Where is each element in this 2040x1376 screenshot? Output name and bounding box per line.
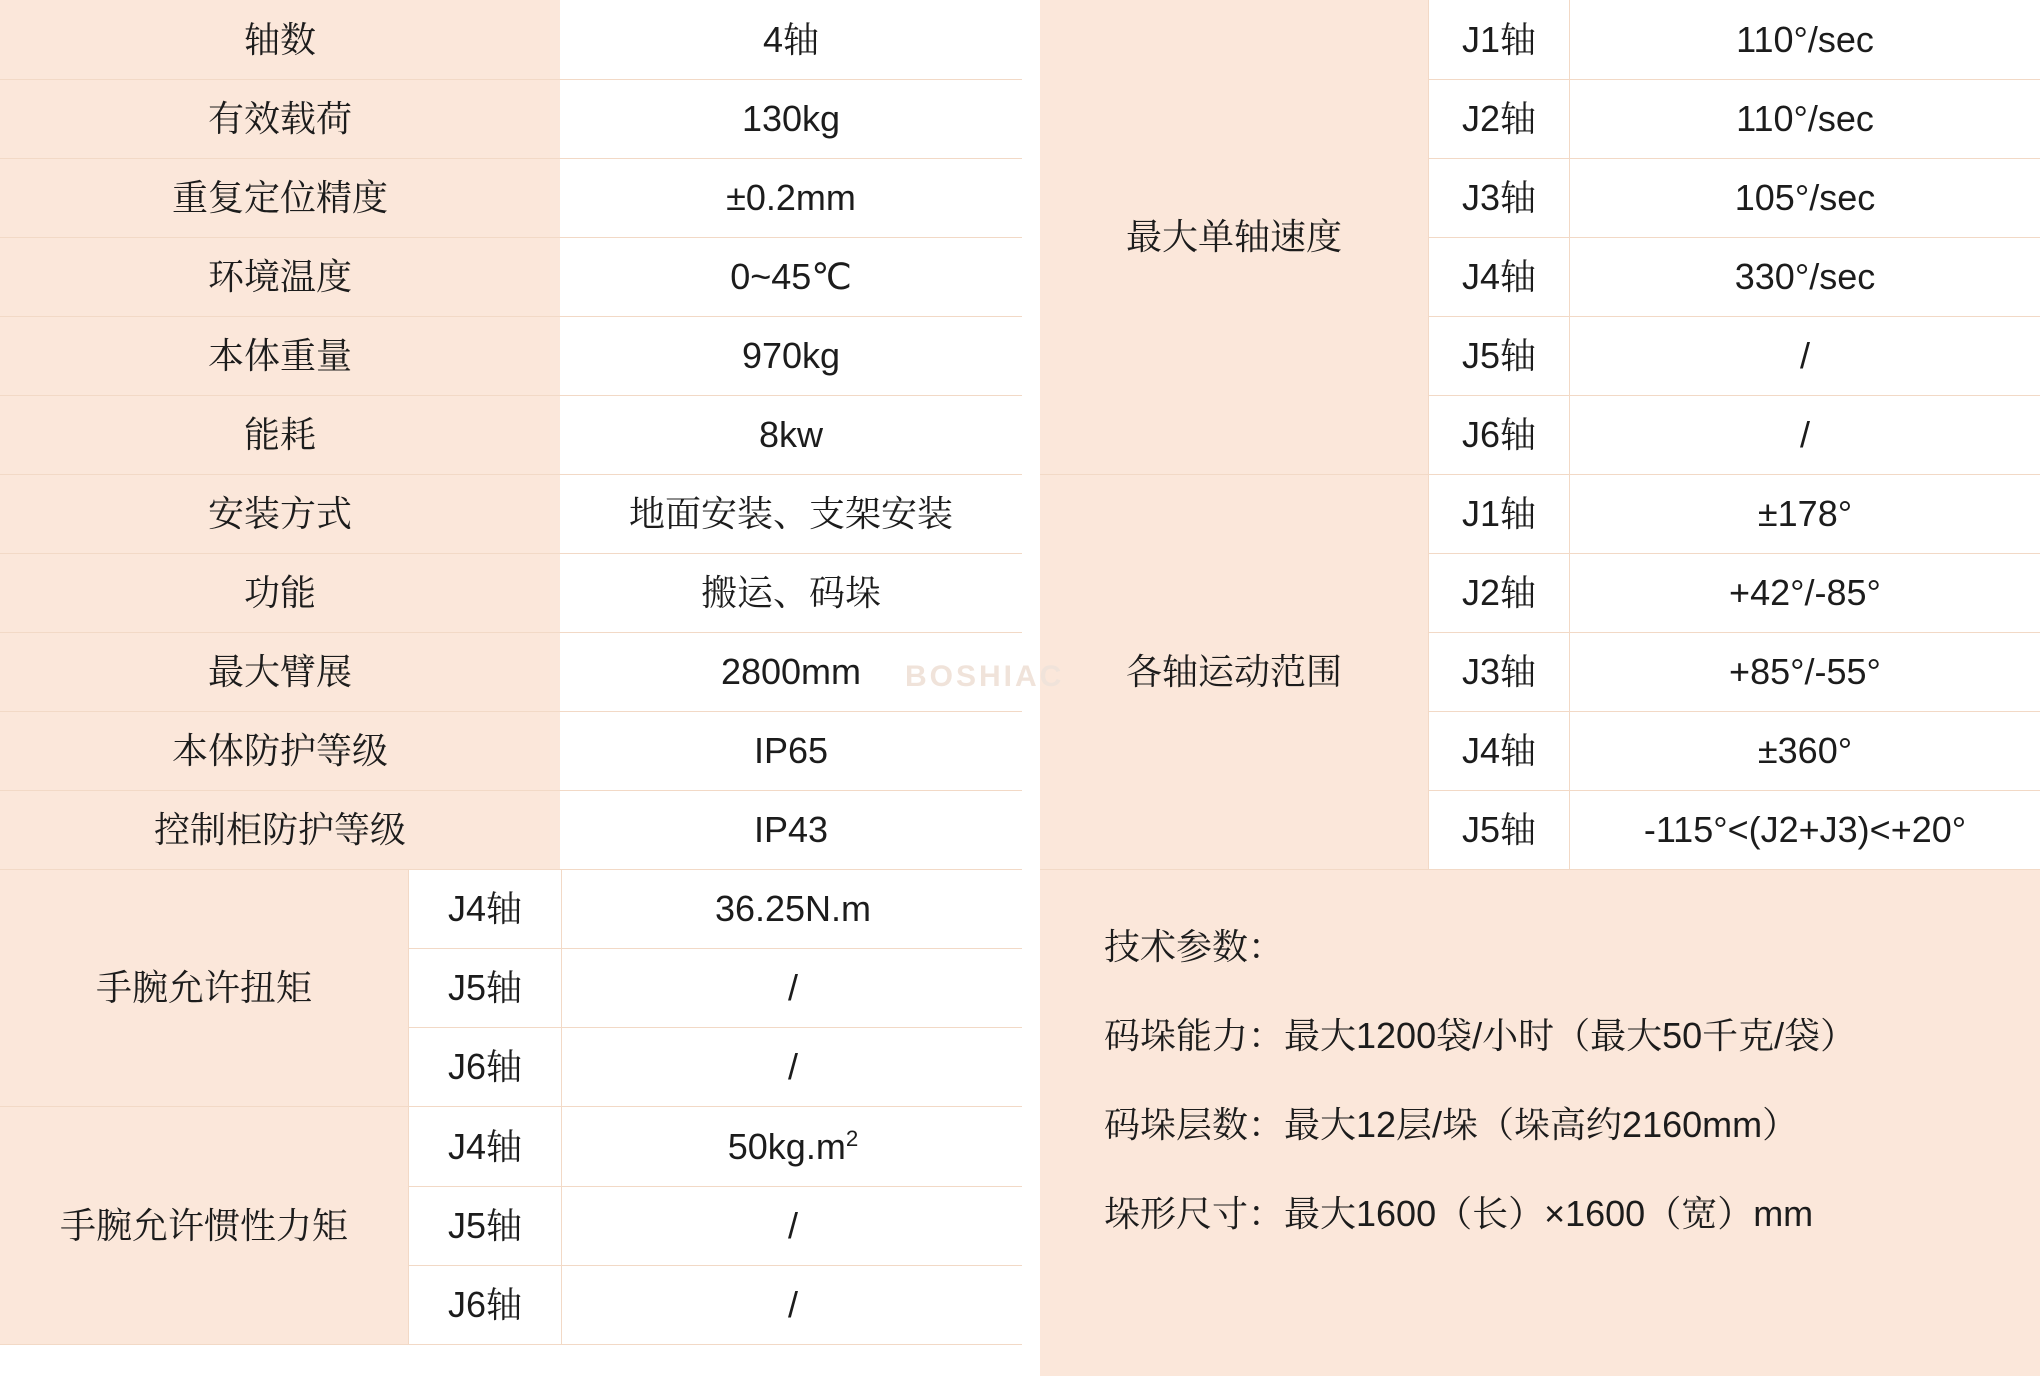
motion-range-label: 各轴运动范围 (1040, 475, 1429, 870)
table-row (1040, 475, 2040, 554)
axis-label: J4轴 (1429, 712, 1570, 791)
axis-value (562, 1107, 1025, 1186)
axis-label: J5轴 (1429, 316, 1570, 395)
spec-label: 有效载荷 (0, 79, 560, 158)
axis-value: 105°/sec (1570, 158, 2040, 237)
axis-label: J6轴 (1429, 395, 1570, 474)
table-row (0, 395, 1022, 474)
axis-value: 36.25N.m (562, 870, 1025, 949)
spec-label: 环境温度 (0, 237, 560, 316)
axis-value: ±178° (1570, 475, 2040, 554)
axis-value: +85°/-55° (1570, 633, 2040, 712)
axis-value-text: 50kg.m (727, 1125, 846, 1167)
axis-label: J1轴 (1429, 0, 1570, 79)
spec-label: 重复定位精度 (0, 158, 560, 237)
notes-title: 技术参数： (1104, 926, 1285, 967)
table-row (1040, 0, 2040, 79)
wrist-torque-label: 手腕允许扭矩 (0, 870, 409, 1107)
right-column (1040, 0, 2040, 1376)
axis-value: / (562, 1186, 1025, 1265)
wrist-inertia-table (0, 1107, 1024, 1345)
watermark: BOSHIAC (905, 660, 1065, 693)
axis-value: +42°/-85° (1570, 554, 2040, 633)
axis-label: J3轴 (1429, 158, 1570, 237)
axis-label: J5轴 (409, 949, 562, 1028)
spec-label: 控制柜防护等级 (0, 790, 560, 869)
wrist-inertia-body (0, 1107, 1024, 1344)
spec-value: 130kg (560, 79, 1022, 158)
spec-label: 本体防护等级 (0, 711, 560, 790)
axis-value: / (562, 1028, 1025, 1107)
spec-value: 4轴 (560, 0, 1022, 79)
table-row (0, 870, 1024, 949)
axis-value: 110°/sec (1570, 79, 2040, 158)
table-row (0, 0, 1022, 79)
spec-value: 2800mm (560, 632, 1022, 711)
axis-label: J4轴 (409, 870, 562, 949)
axis-value: / (562, 949, 1025, 1028)
spec-value: IP65 (560, 711, 1022, 790)
table-row (0, 237, 1022, 316)
axis-value: -115°<(J2+J3)<+20° (1570, 791, 2040, 870)
axis-value: / (1570, 316, 2040, 395)
table-row (0, 158, 1022, 237)
spec-label: 最大臂展 (0, 632, 560, 711)
axis-value: 330°/sec (1570, 237, 2040, 316)
axis-label: J5轴 (1429, 791, 1570, 870)
table-row (0, 316, 1022, 395)
spec-label: 功能 (0, 553, 560, 632)
axis-label: J4轴 (1429, 237, 1570, 316)
table-row (0, 632, 1022, 711)
technical-notes (1040, 870, 2040, 1376)
table-row (0, 553, 1022, 632)
axis-label: J5轴 (409, 1186, 562, 1265)
notes-line: 码垛层数：最大12层/垛（垛高约2160mm） (1104, 1104, 1799, 1145)
wrist-torque-body (0, 870, 1024, 1107)
axis-label: J3轴 (1429, 633, 1570, 712)
spec-value: ±0.2mm (560, 158, 1022, 237)
spec-label: 轴数 (0, 0, 560, 79)
max-axis-speed-label: 最大单轴速度 (1040, 0, 1429, 474)
general-spec-table (0, 0, 1022, 870)
axis-label: J6轴 (409, 1028, 562, 1107)
table-row (0, 1107, 1024, 1186)
max-axis-speed-body (1040, 0, 2040, 474)
spec-value: 地面安装、支架安装 (560, 474, 1022, 553)
column-gutter (1022, 0, 1040, 1376)
axis-label: J2轴 (1429, 79, 1570, 158)
axis-label: J1轴 (1429, 475, 1570, 554)
notes-line: 垛形尺寸：最大1600（长）×1600（宽）mm (1104, 1193, 1814, 1234)
axis-value: / (1570, 395, 2040, 474)
spec-value: 8kw (560, 395, 1022, 474)
spec-value: IP43 (560, 790, 1022, 869)
axis-value: ±360° (1570, 712, 2040, 791)
spec-value: 搬运、码垛 (560, 553, 1022, 632)
table-row (0, 474, 1022, 553)
spec-value: 970kg (560, 316, 1022, 395)
table-row (0, 711, 1022, 790)
axis-value-superscript: 2 (845, 1125, 859, 1151)
spec-label: 安装方式 (0, 474, 560, 553)
axis-label: J6轴 (409, 1265, 562, 1344)
wrist-inertia-label: 手腕允许惯性力矩 (0, 1107, 409, 1344)
spec-value: 0~45℃ (560, 237, 1022, 316)
general-spec-body (0, 0, 1022, 869)
spec-label: 能耗 (0, 395, 560, 474)
wrist-torque-table (0, 870, 1024, 1108)
axis-value: / (562, 1265, 1025, 1344)
axis-label: J2轴 (1429, 554, 1570, 633)
table-row (0, 790, 1022, 869)
notes-line: 码垛能力：最大1200袋/小时（最大50千克/袋） (1104, 1015, 1857, 1056)
motion-range-body (1040, 475, 2040, 870)
motion-range-table (1040, 475, 2040, 871)
spec-label: 本体重量 (0, 316, 560, 395)
table-row (0, 79, 1022, 158)
axis-label: J4轴 (409, 1107, 562, 1186)
max-axis-speed-table (1040, 0, 2040, 475)
axis-value: 110°/sec (1570, 0, 2040, 79)
